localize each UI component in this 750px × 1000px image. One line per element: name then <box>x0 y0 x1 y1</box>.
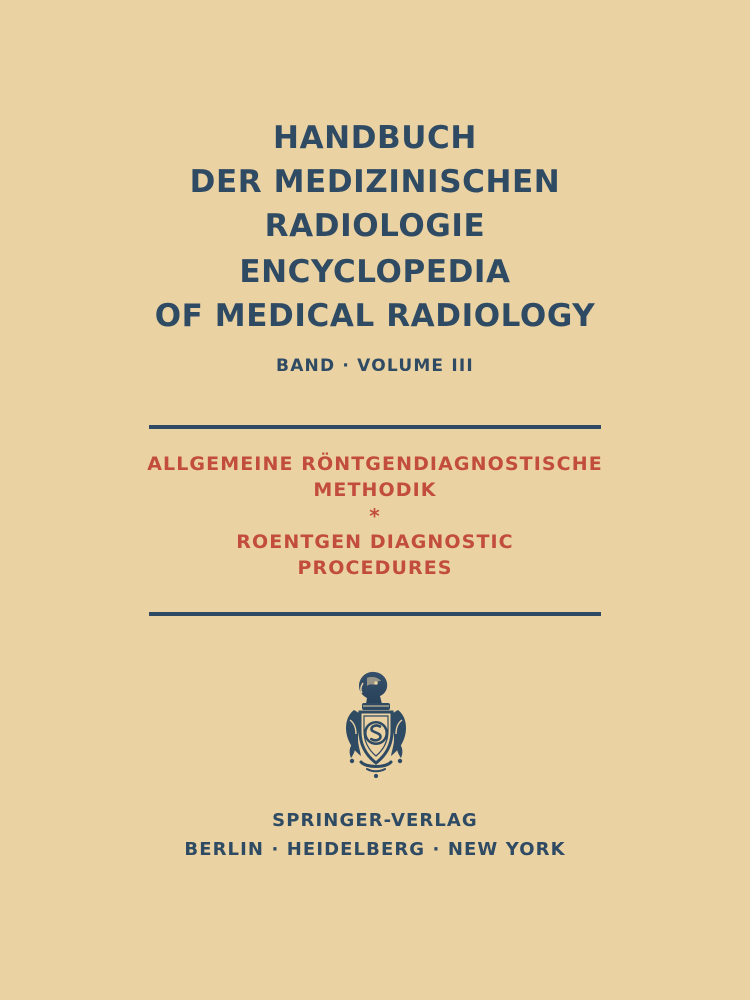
springer-seal-graphic <box>336 668 416 780</box>
bottom-divider-rule <box>149 612 601 616</box>
cover-title-block <box>0 116 750 338</box>
title-line-1: HANDBUCH <box>273 120 477 156</box>
title-line-5: OF MEDICAL RADIOLOGY <box>154 298 596 334</box>
publisher-cities: BERLIN · HEIDELBERG · NEW YORK <box>184 839 566 860</box>
subject-block <box>0 451 750 581</box>
subject-line-3: ROENTGEN DIAGNOSTIC <box>236 531 514 553</box>
publisher-block <box>0 806 750 864</box>
title-line-4: ENCYCLOPEDIA <box>239 254 511 290</box>
subject-line-1: ALLGEMEINE RÖNTGENDIAGNOSTISCHE <box>147 453 603 475</box>
top-divider-rule <box>149 425 601 429</box>
springer-knight-seal-icon <box>336 668 416 780</box>
title-line-3: RADIOLOGIE <box>264 208 486 244</box>
subject-line-4: PROCEDURES <box>297 557 453 579</box>
subject-line-2: METHODIK <box>313 479 437 501</box>
volume-label: BAND · VOLUME III <box>276 356 474 376</box>
publisher-name: SPRINGER-VERLAG <box>272 810 478 831</box>
subject-separator-star: * <box>369 504 381 528</box>
title-line-2: DER MEDIZINISCHEN <box>189 164 561 200</box>
